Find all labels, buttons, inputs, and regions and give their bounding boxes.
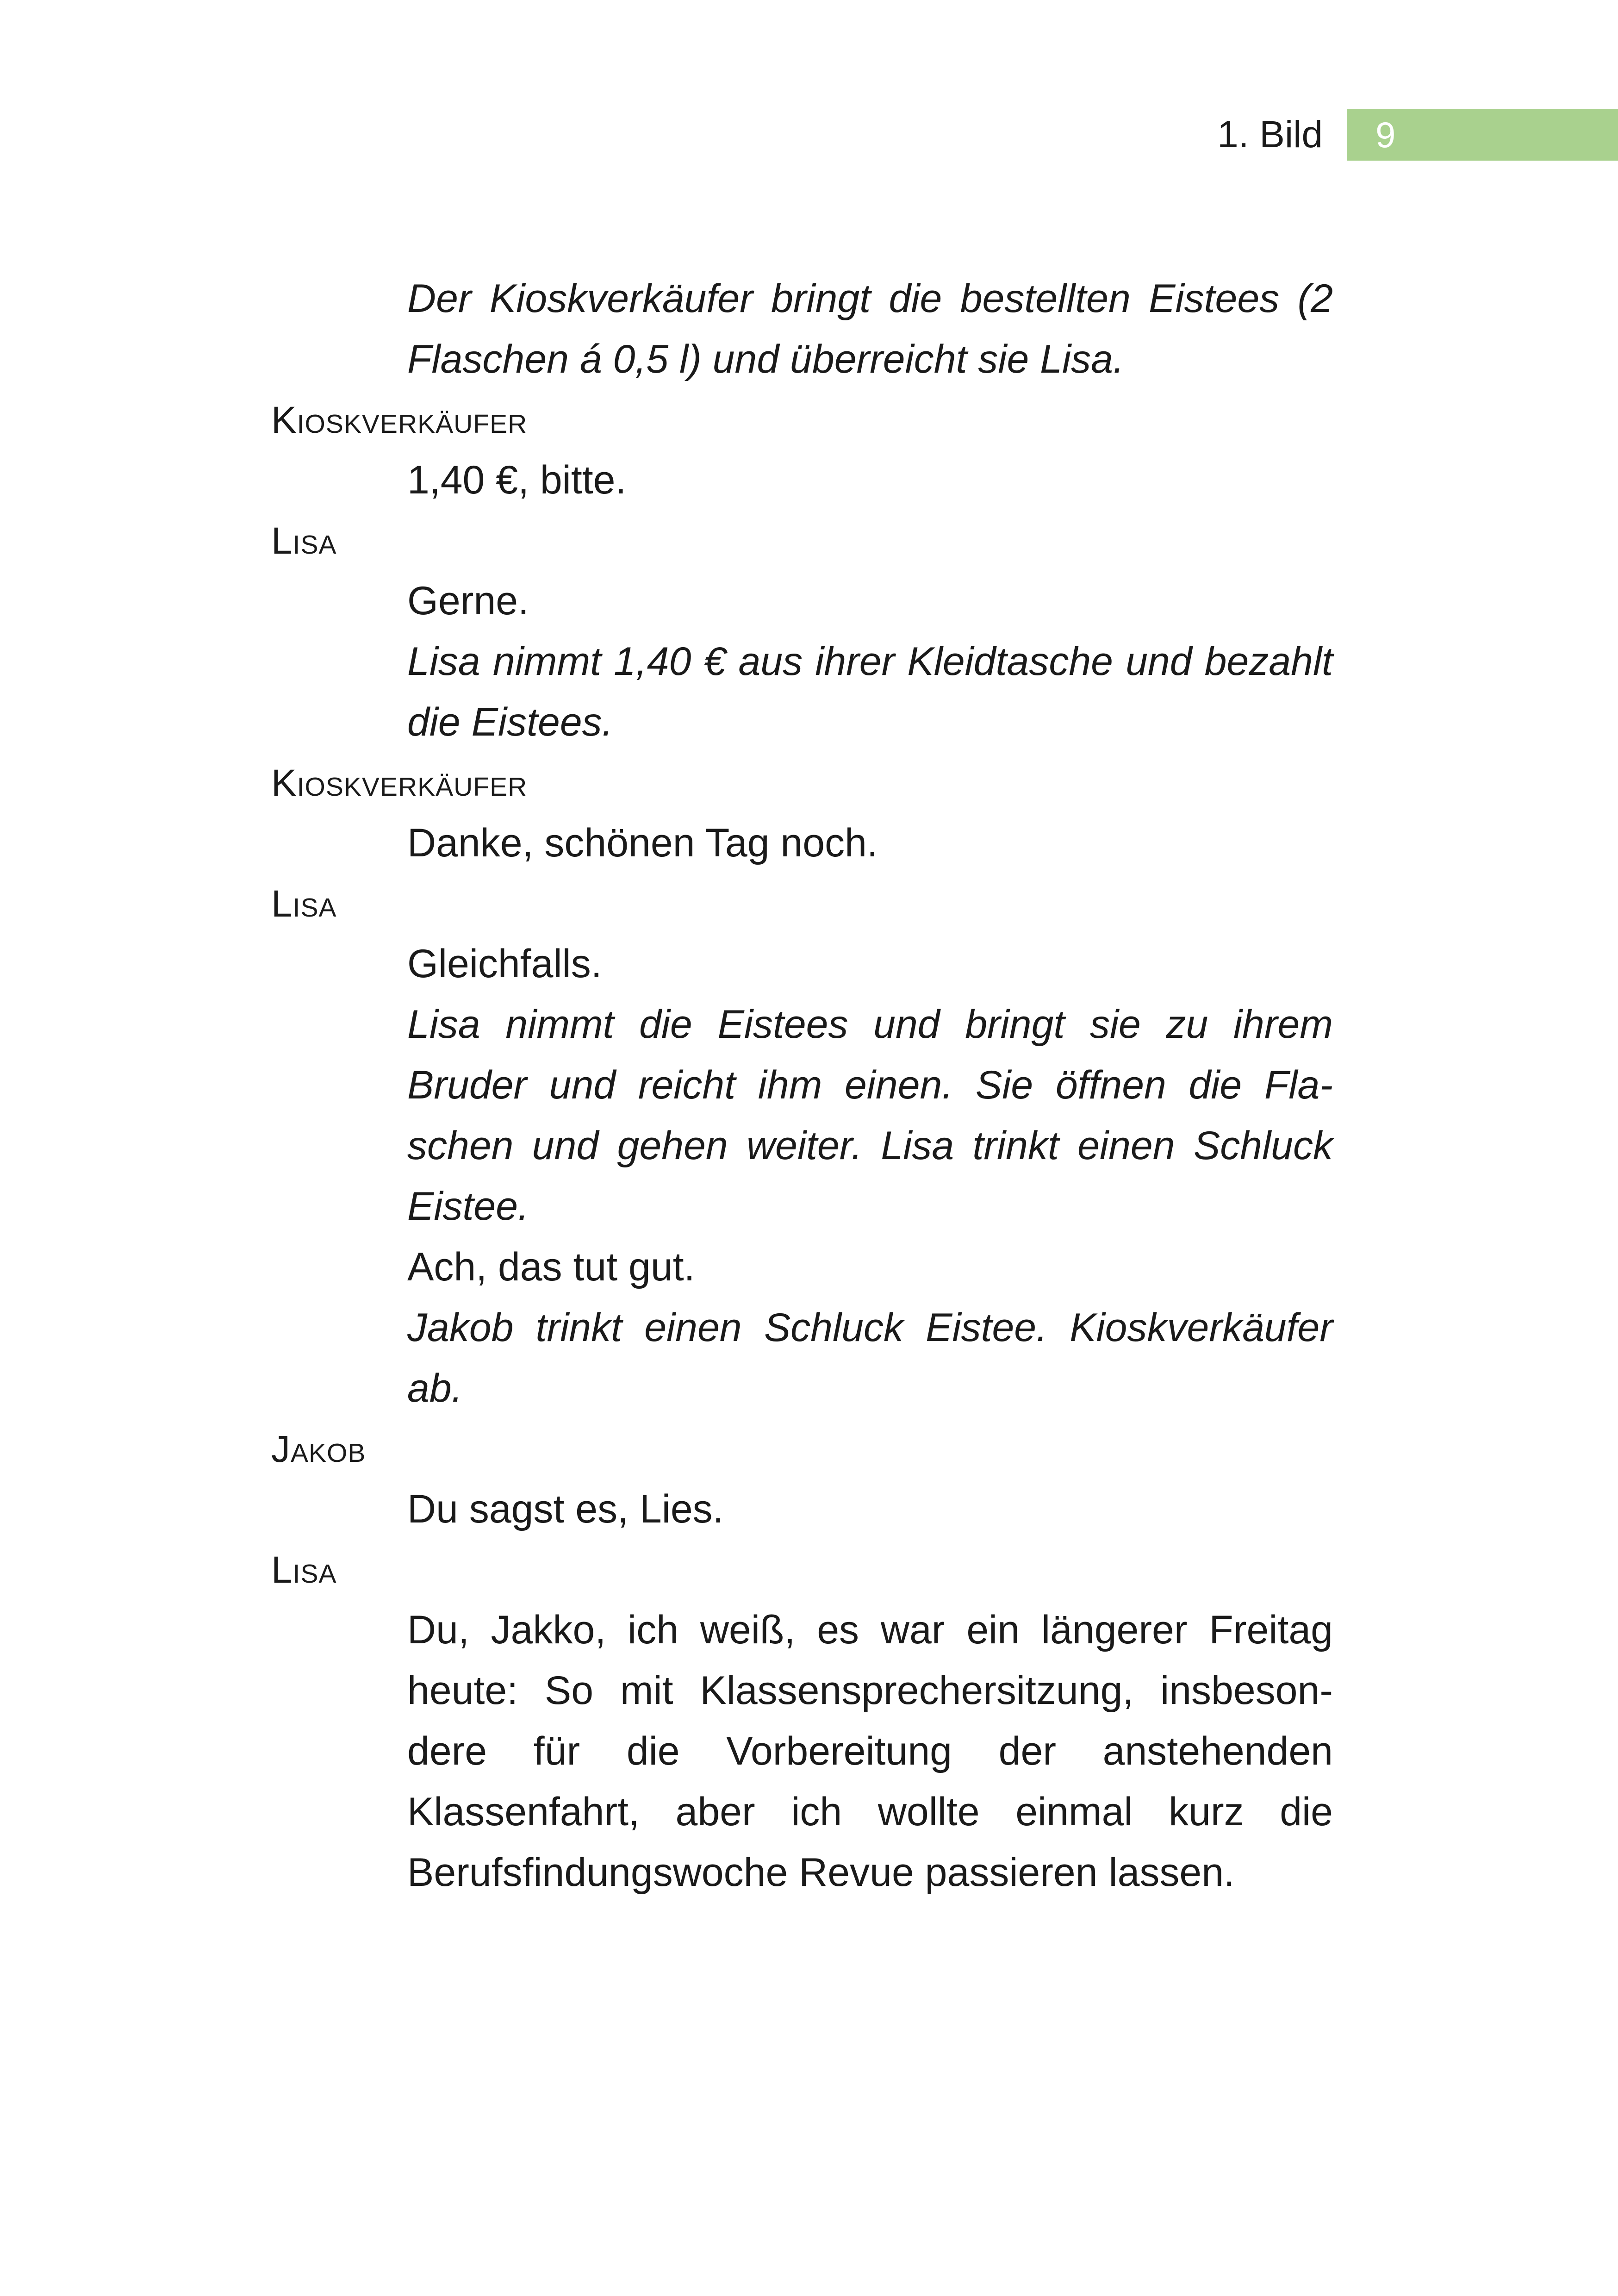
speaker-name: Jakob bbox=[271, 1428, 366, 1470]
page-number-box bbox=[1347, 109, 1618, 161]
dialogue-line: Ach, das tut gut. bbox=[407, 1245, 695, 1289]
speaker-name: Kioskverkäufer bbox=[271, 762, 528, 804]
page-header bbox=[1217, 109, 1618, 161]
script-body bbox=[0, 268, 1618, 1903]
dialogue-line: 1,40 €, bitte. bbox=[407, 458, 627, 502]
stage-direction: Der Kioskverkäufer bringt die bestellten Eistees (2 Flaschen á 0,5 l) und überreicht sie Lisa. bbox=[407, 276, 1333, 381]
speaker-name: Kioskverkäufer bbox=[271, 399, 528, 441]
speaker-name: Lisa bbox=[271, 883, 337, 925]
stage-direction: Lisa nimmt 1,40 € aus ihrer Kleidtasche und bezahlt die Eistees. bbox=[407, 639, 1333, 744]
stage-direction: Lisa nimmt die Eistees und bringt sie zu ihrem Bruder und reicht ihm einen. Sie öffnen die Flaschen und gehen weiter. Lisa trinkt einen Schluck Eistee. bbox=[407, 1002, 1333, 1229]
dialogue-line: Gleichfalls. bbox=[407, 942, 602, 986]
dialogue-line: Du sagst es, Lies. bbox=[407, 1487, 724, 1531]
chapter-title: 1. Bild bbox=[1217, 113, 1323, 156]
stage-direction: Jakob trinkt einen Schluck Eistee. Kioskverkäufer ab. bbox=[407, 1305, 1333, 1410]
dialogue-line: Du, Jakko, ich weiß, es war ein längerer Freitag heute: So mit Klassensprechersitzung, insbesondere für die Vorbereitung der anstehenden Klassenfahrt, aber ich wollte einmal kurz die Berufsfindungswoche Revue passieren lassen. bbox=[407, 1608, 1333, 1895]
speaker-name: Lisa bbox=[271, 520, 337, 562]
page-number: 9 bbox=[1375, 114, 1396, 155]
dialogue-line: Gerne. bbox=[407, 579, 529, 623]
dialogue-line: Danke, schönen Tag noch. bbox=[407, 821, 878, 865]
speaker-name: Lisa bbox=[271, 1549, 337, 1591]
